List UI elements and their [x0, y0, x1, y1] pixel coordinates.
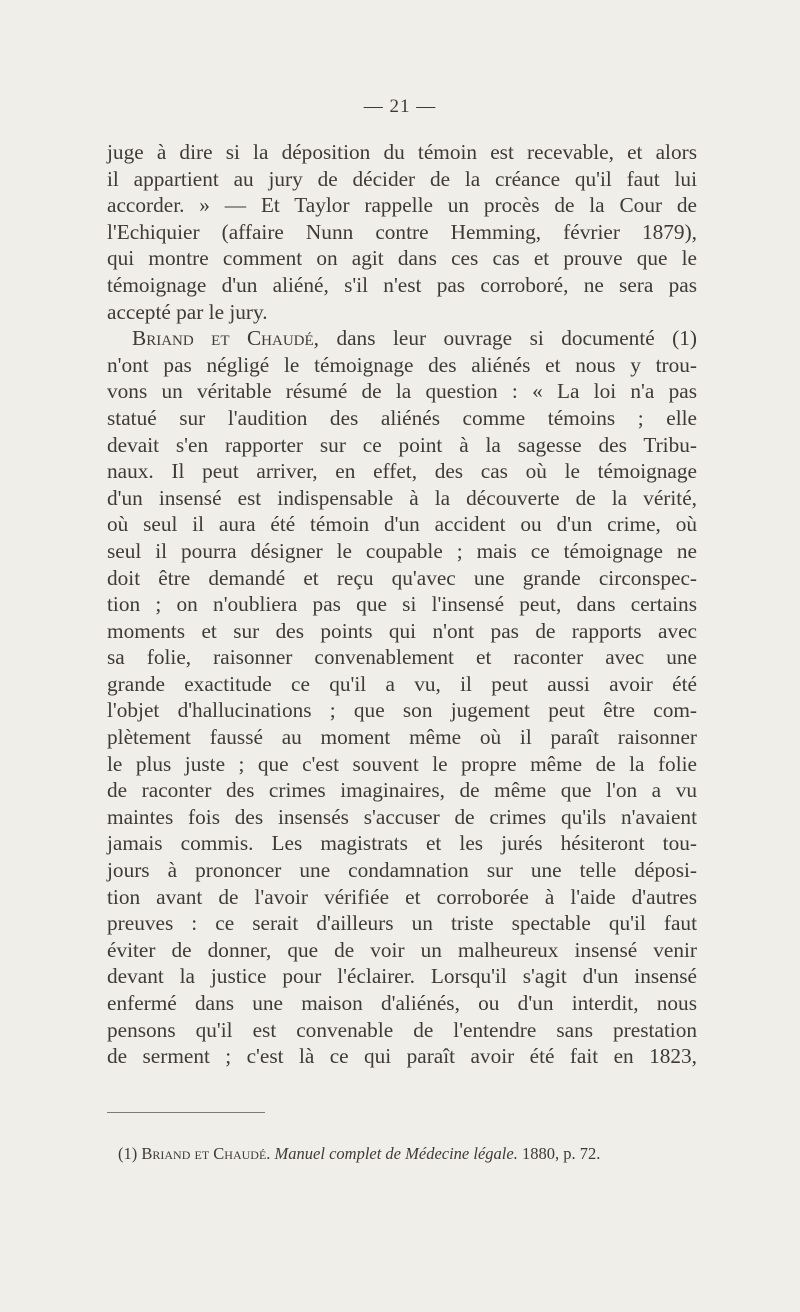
text-line: devait s'en rapporter sur ce point à la sagesse des Tribu-	[107, 432, 697, 457]
text-line: de serment ; c'est là ce qui paraît avoir été fait en 1823,	[107, 1044, 697, 1069]
text-line: jours à prononcer une condamnation sur une telle déposi-	[107, 858, 697, 883]
text-line: de raconter des crimes imaginaires, de même que l'on a vu	[107, 778, 697, 803]
text-line: le plus juste ; que c'est souvent le propre même de la folie	[107, 751, 697, 776]
text-line: seul il pourra désigner le coupable ; mais ce témoignage ne	[107, 538, 697, 563]
text-line: éviter de donner, que de voir un malheureux insensé venir	[107, 937, 697, 962]
text-line-rest: dans leur ouvrage si documenté (1)	[336, 326, 697, 351]
text-line: grande exactitude ce qu'il a vu, il peut aussi avoir été	[107, 671, 697, 696]
text-line: enfermé dans une maison d'aliénés, ou d'un interdit, nous	[107, 991, 697, 1015]
text-line: statué sur l'audition des aliénés comme témoins ; elle	[107, 405, 697, 430]
text-line: pensons qu'il est convenable de l'entendre sans prestation	[107, 1017, 697, 1042]
text-line: maintes fois des insensés s'accuser de crimes qu'ils n'avaient	[107, 804, 697, 829]
text-line: doit être demandé et reçu qu'avec une grande circonspec-	[107, 565, 697, 590]
text-line: d'un insensé est indispensable à la découverte de la vérité,	[107, 485, 697, 510]
footnote-title: Manuel complet de Médecine légale.	[274, 1144, 518, 1163]
text-line: l'objet d'hallucinations ; que son jugement peut être com-	[107, 698, 697, 723]
footnote-divider	[107, 1112, 265, 1113]
text-line: n'ont pas négligé le témoignage des aliénés et nous y trou-	[107, 352, 697, 377]
footnote-authors: Briand et Chaudé.	[141, 1144, 271, 1163]
text-line: plètement faussé au moment même où il paraît raisonner	[107, 725, 697, 750]
text-line: moments et sur des points qui n'ont pas de rapports avec	[107, 618, 697, 643]
text-line: devant la justice pour l'éclairer. Lorsqu'il s'agit d'un insensé	[107, 964, 697, 989]
text-line: témoignage d'un aliéné, s'il n'est pas corroboré, ne sera pas	[107, 272, 697, 297]
text-line: qui montre comment on agit dans ces cas et prouve que le	[107, 246, 697, 271]
text-line: sa folie, raisonner convenablement et raconter avec une	[107, 645, 697, 670]
authors-small-caps: Briand et Chaudé,	[132, 326, 319, 351]
footnote-details: 1880, p. 72.	[521, 1144, 601, 1163]
text-line: vons un véritable résumé de la question : « La loi n'a pas	[107, 379, 697, 404]
text-line: naux. Il peut arriver, en effet, des cas où le témoignage	[107, 459, 697, 484]
text-line: tion avant de l'avoir vérifiée et corroborée à l'aide d'autres	[107, 884, 697, 909]
text-line: juge à dire si la déposition du témoin est recevable, et alors	[107, 140, 697, 164]
body-text	[107, 139, 697, 1070]
text-line: jamais commis. Les magistrats et les jurés hésiteront tou-	[107, 831, 697, 856]
footnote	[118, 1144, 600, 1164]
text-line: tion ; on n'oubliera pas que si l'insensé peut, dans certains	[107, 592, 697, 617]
footnote-marker: (1)	[118, 1144, 138, 1163]
text-line: où seul il aura été témoin d'un accident ou d'un crime, où	[107, 512, 697, 537]
page-number: — 21 —	[363, 96, 437, 117]
text-line: l'Echiquier (affaire Nunn contre Hemming, février 1879),	[107, 219, 697, 244]
text-line: accepté par le jury.	[107, 299, 268, 324]
text-line: accorder. » — Et Taylor rappelle un procès de la Cour de	[107, 193, 697, 218]
paragraph-start-line	[107, 325, 697, 352]
text-line: il appartient au jury de décider de la créance qu'il faut lui	[107, 166, 697, 191]
text-line: preuves : ce serait d'ailleurs un triste spectable qu'il faut	[107, 911, 697, 936]
